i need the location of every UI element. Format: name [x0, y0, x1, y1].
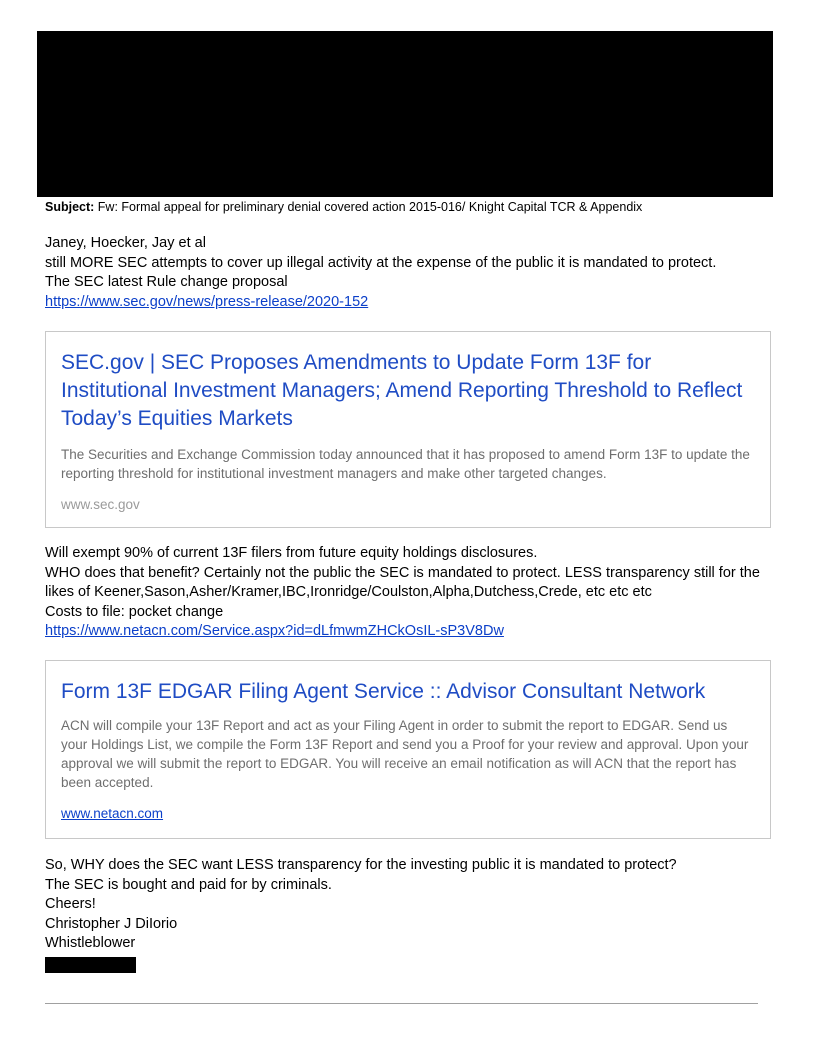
redacted-header-block [37, 31, 773, 197]
netacn-link[interactable]: https://www.netacn.com/Service.aspx?id=dLfmwmZHCkOsIL-sP3V8Dw [45, 623, 504, 639]
signature-role: Whistleblower [45, 935, 136, 951]
card-title[interactable]: SEC.gov | SEC Proposes Amendments to Update Form 13F for Institutional Investment Managers; Amend Reporting Threshold to Reflect Today’s Equities Markets [61, 351, 743, 430]
closing-line-1: So, WHY does the SEC want LESS transparency for the investing public it is mandated to protect? [45, 857, 677, 873]
middle-line-1: Will exempt 90% of current 13F filers from future equity holdings disclosures. [45, 545, 538, 561]
closing-line-2: The SEC is bought and paid for by criminals. [45, 876, 332, 893]
subject-value: Fw: Formal appeal for preliminary denial covered action 2015-016/ Knight Capital TCR & Appendix [97, 200, 643, 214]
card-site-link[interactable]: www.netacn.com [61, 806, 164, 821]
closing-line-3: Cheers! [45, 896, 96, 912]
sec-press-release-link[interactable]: https://www.sec.gov/news/press-release/2020-152 [45, 293, 369, 310]
greeting: Janey, Hoecker, Jay et al [45, 235, 206, 251]
middle-line-3: Costs to file: pocket change [45, 603, 224, 620]
intro-line-1: still MORE SEC attempts to cover up illegal activity at the expense of the public it is mandated to protect. [45, 254, 717, 271]
signature-name: Christopher J DiIorio [45, 915, 178, 932]
middle-line-2: WHO does that benefit? Certainly not the public the SEC is mandated to protect. LESS transparency still for the likes of Keener,Sason,Asher/Kramer,IBC,Ironridge/Coulston,Alpha,Dutchess,Crede, etc etc etc [45, 564, 760, 600]
email-closing [45, 856, 775, 954]
link-preview-card-netacn[interactable] [45, 660, 771, 839]
link-preview-card-sec[interactable] [45, 331, 771, 528]
subject-label: Subject: [45, 200, 95, 214]
redacted-signature-block [45, 957, 136, 973]
card-title[interactable]: Form 13F EDGAR Filing Agent Service :: Advisor Consultant Network [61, 680, 706, 703]
card-description: ACN will compile your 13F Report and act as your Filing Agent in order to submit the report to EDGAR. Send us your Holdings List, we compile the Form 13F Report and send you a Proof for your review and approval. Upon your approval we will submit the report to EDGAR. You will receive an email notification as will ACN that the report has been accepted. [61, 718, 749, 790]
card-site: www.sec.gov [61, 497, 140, 512]
divider-line [45, 1003, 758, 1004]
intro-line-2: The SEC latest Rule change proposal [45, 274, 288, 290]
card-description: The Securities and Exchange Commission today announced that it has proposed to amend Form 13F to update the reporting threshold for institutional investment managers and make other targeted changes. [61, 447, 750, 481]
email-subject-line [45, 199, 785, 215]
email-intro [45, 234, 775, 312]
email-middle [45, 544, 775, 642]
